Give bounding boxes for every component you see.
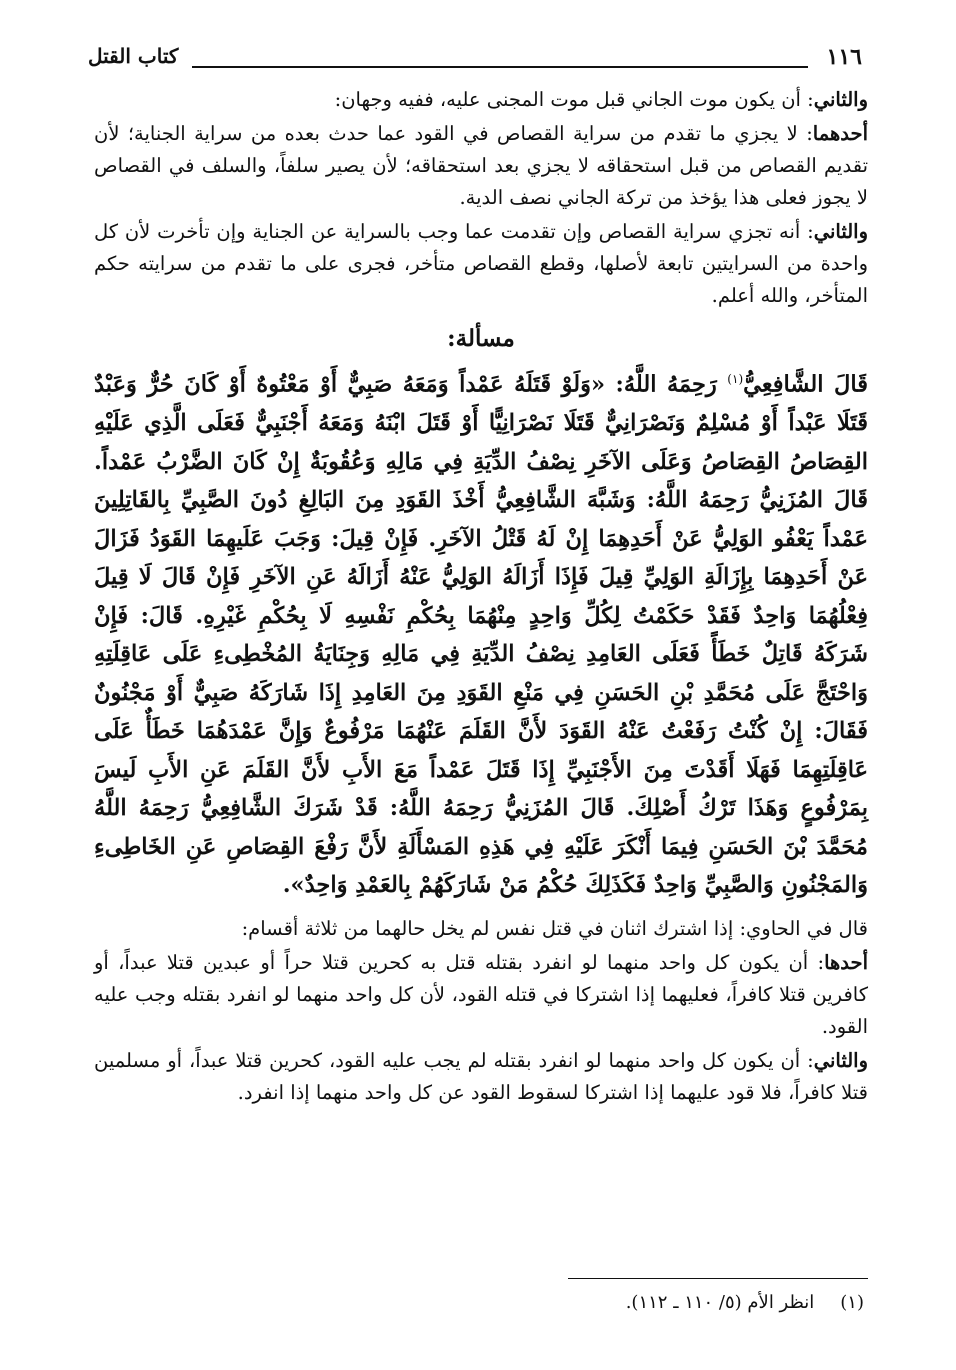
paragraph-second-view bbox=[94, 216, 868, 312]
paragraph-second-division bbox=[94, 1045, 868, 1109]
book-title: كتاب القتل bbox=[88, 44, 179, 68]
paragraph-text: : لا يجزي ما تقدم من سراية القصاص في القود عما حدث بعده من سراية الجناية؛ لأن تقديم القصاص من قبل استحقاقه لا يجزي بعد استحقاقه؛ لأن يصير سلفاً، والسلف في القصاص لا يجوز فعلى هذا يؤخذ من تركة الجاني نصف الدية. bbox=[94, 122, 868, 209]
paragraph-lead: أحدهما bbox=[812, 122, 868, 145]
header-rule bbox=[192, 66, 808, 68]
paragraph-text: : أن يكون كل واحد منهما لو انفرد بقتله قتل به كحرين قتلا حراً أو عبدين قتلا عبداً، أو كافرين قتلا كافراً، فعليهما إذا اشتركا في قتله القود، لأن كل واحد منهما لو انفرد بقتله وجب عليه القود. bbox=[94, 950, 868, 1038]
footnote bbox=[626, 1292, 864, 1313]
paragraph-text: : أنه تجزي سراية القصاص وإن تقدمت عما وجب بالسراية عن الجناية وإن تأخرت لأن كل واحدة من السرايتين تابعة لأصلها، وقطع القصاص متأخر، فجرى على ما تقدم من سرايته حكم المتأخر، والله أعلم. bbox=[94, 220, 868, 307]
paragraph-text: : أن يكون موت الجاني قبل موت المجنى عليه، ففيه وجهان: bbox=[334, 88, 814, 111]
paragraph-text: : أن يكون كل واحد منهما لو انفرد بقتله لم يجب عليه القود، كحرين قتلا عبداً، أو مسلمين قتلا كافراً، فلا قود عليهما إذا اشتركا لسقوط القود عن كل واحد منهما إذا انفرد. bbox=[94, 1048, 868, 1104]
footnote-number: (١) bbox=[840, 1292, 864, 1313]
quote-text: رَحِمَهُ اللَّهُ: «وَلَوْ قَتَلَهُ عَمْداً وَمَعَهُ صَبِيٌّ أَوْ مَعْتُوهٌ أَوْ كَانَ حُرٌّ وَعَبْدٌ قَتَلَا عَبْداً أَوْ مُسْلِمٌ وَنَصْرَانِيٌّ قَتَلَا نَصْرَانِيًّا أَوْ قَتَلَ ابْنَهُ وَمَعَهُ أَجْنَبِيٌّ فَعَلَى الَّذِي عَلَيْهِ القِصَاصُ القِصَاصُ وَعَلَى الآخَرِ نِصْفُ الدِّيَةِ فِي مَالِهِ وَعُقُوبَةٌ إِنْ كَانَ الضَّرْبُ عَمْداً. قَالَ المُزَنِيُّ رَحِمَهُ اللَّهُ: وَشَبَّهَ الشَّافِعِيُّ أَخْذَ القَوَدِ مِنَ البَالِغِ دُونَ الصَّبِيِّ بِالقَاتِلِينَ عَمْداً يَعْفُو الوَلِيُّ عَنْ أَحَدِهِمَا إِنْ لَهُ قَتْلُ الآخَرِ. فَإِنْ قِيلَ: وَجَبَ عَلَيهِمَا القَوَدُ فَزَالَ عَنْ أَحَدِهِمَا بِإِزَالَةِ الوَلِيِّ قِيلَ فَإِذَا أَزَالَهُ الوَلِيُّ عَنْهُ أَزَالَهُ عَنِ الآخَرِ فَإِنْ قَالَ لَا قِيلَ فِعْلُهُمَا وَاحِدٌ فَقَدْ حَكَمْتُ لِكُلِّ وَاحِدٍ مِنْهُمَا بِحُكْمِ نَفْسِهِ لَا بِحُكْمِ غَيْرِهِ. قَالَ: فَإِنْ شَرَكَهُ قَاتِلٌ خَطَأً فَعَلَى العَامِدِ نِصْفُ الدِّيَةِ فِي مَالِهِ وَجِنَايَةُ المُخْطِىءِ عَلَى عَاقِلَتِهِ وَاحْتَجَّ عَلَى مُحَمَّدِ بْنِ الحَسَنِ فِي مَنْعِ القَوَدِ مِنَ العَامِدِ إِذَا شَارَكَهُ صَبِيٌّ أَوْ مَجْنُونٌ فَقَالَ: إِنْ كُنْتُ رَفَعْتُ عَنْهُ القَوَدَ لأَنَّ القَلَمَ عَنْهُمَا مَرْفُوعٌ وَإِنَّ عَمْدَهُمَا خَطَأٌ عَلَى عَاقِلَتِهِمَا فَهَلَا أَقَدْتَ مِنَ الأَجْنَبِيِّ إِذَا قَتَلَ عَمْداً مَعَ الأَبِ لأَنَّ القَلَمَ عَنِ الأَبِ لَيسَ بِمَرْفُوعٍ وَهَذَا تَرْكُ أَصْلِكَ. قَالَ المُزَنِيُّ رَحِمَهُ اللَّهُ: قَدْ شَرَكَ الشَّافِعِيُّ رَحِمَهُ اللَّهُ مُحَمَّدَ بْنَ الحَسَنِ فِيمَا أَنْكَرَ عَلَيْهِ فِي هَذِهِ المَسْأَلَةِ لأَنَّ رَفْعَ القِصَاصِ عَنِ الخَاطِىءِ وَالمَجْنُونِ وَالصَّبِيِّ وَاحِدٌ فَكَذَلِكَ حُكْمُ مَنْ شَارَكَهُمْ بِالعَمْدِ وَاحِدٌ». bbox=[94, 371, 868, 898]
footnote-text: انظر الأم (٥/ ١١٠ ـ ١١٢). bbox=[625, 1292, 815, 1313]
footnote-rule bbox=[568, 1278, 868, 1279]
paragraph-lead: والثاني bbox=[813, 88, 868, 111]
paragraph-second-case bbox=[94, 84, 868, 116]
paragraph-lead: والثاني bbox=[813, 220, 868, 243]
paragraph-first-view bbox=[94, 118, 868, 214]
page-number: ١١٦ bbox=[826, 44, 862, 70]
page-header bbox=[88, 44, 870, 74]
section-heading: مسألة: bbox=[447, 325, 515, 352]
paragraph-first-division bbox=[94, 947, 868, 1043]
paragraph-lead: والثاني bbox=[813, 1048, 868, 1072]
footnote-reference: (١) bbox=[727, 372, 744, 386]
paragraph-lead: أحدها bbox=[824, 950, 868, 974]
paragraph-text: قال في الحاوي: إذا اشترك اثنان في قتل نفس لم يخل حالهما من ثلاثة أقسام: bbox=[241, 916, 868, 940]
paragraph-hawi-intro bbox=[94, 913, 868, 945]
page-body bbox=[94, 84, 868, 1111]
matn-quote bbox=[94, 360, 868, 905]
quote-start: قَالَ الشَّافِعِيُّ bbox=[743, 371, 868, 398]
